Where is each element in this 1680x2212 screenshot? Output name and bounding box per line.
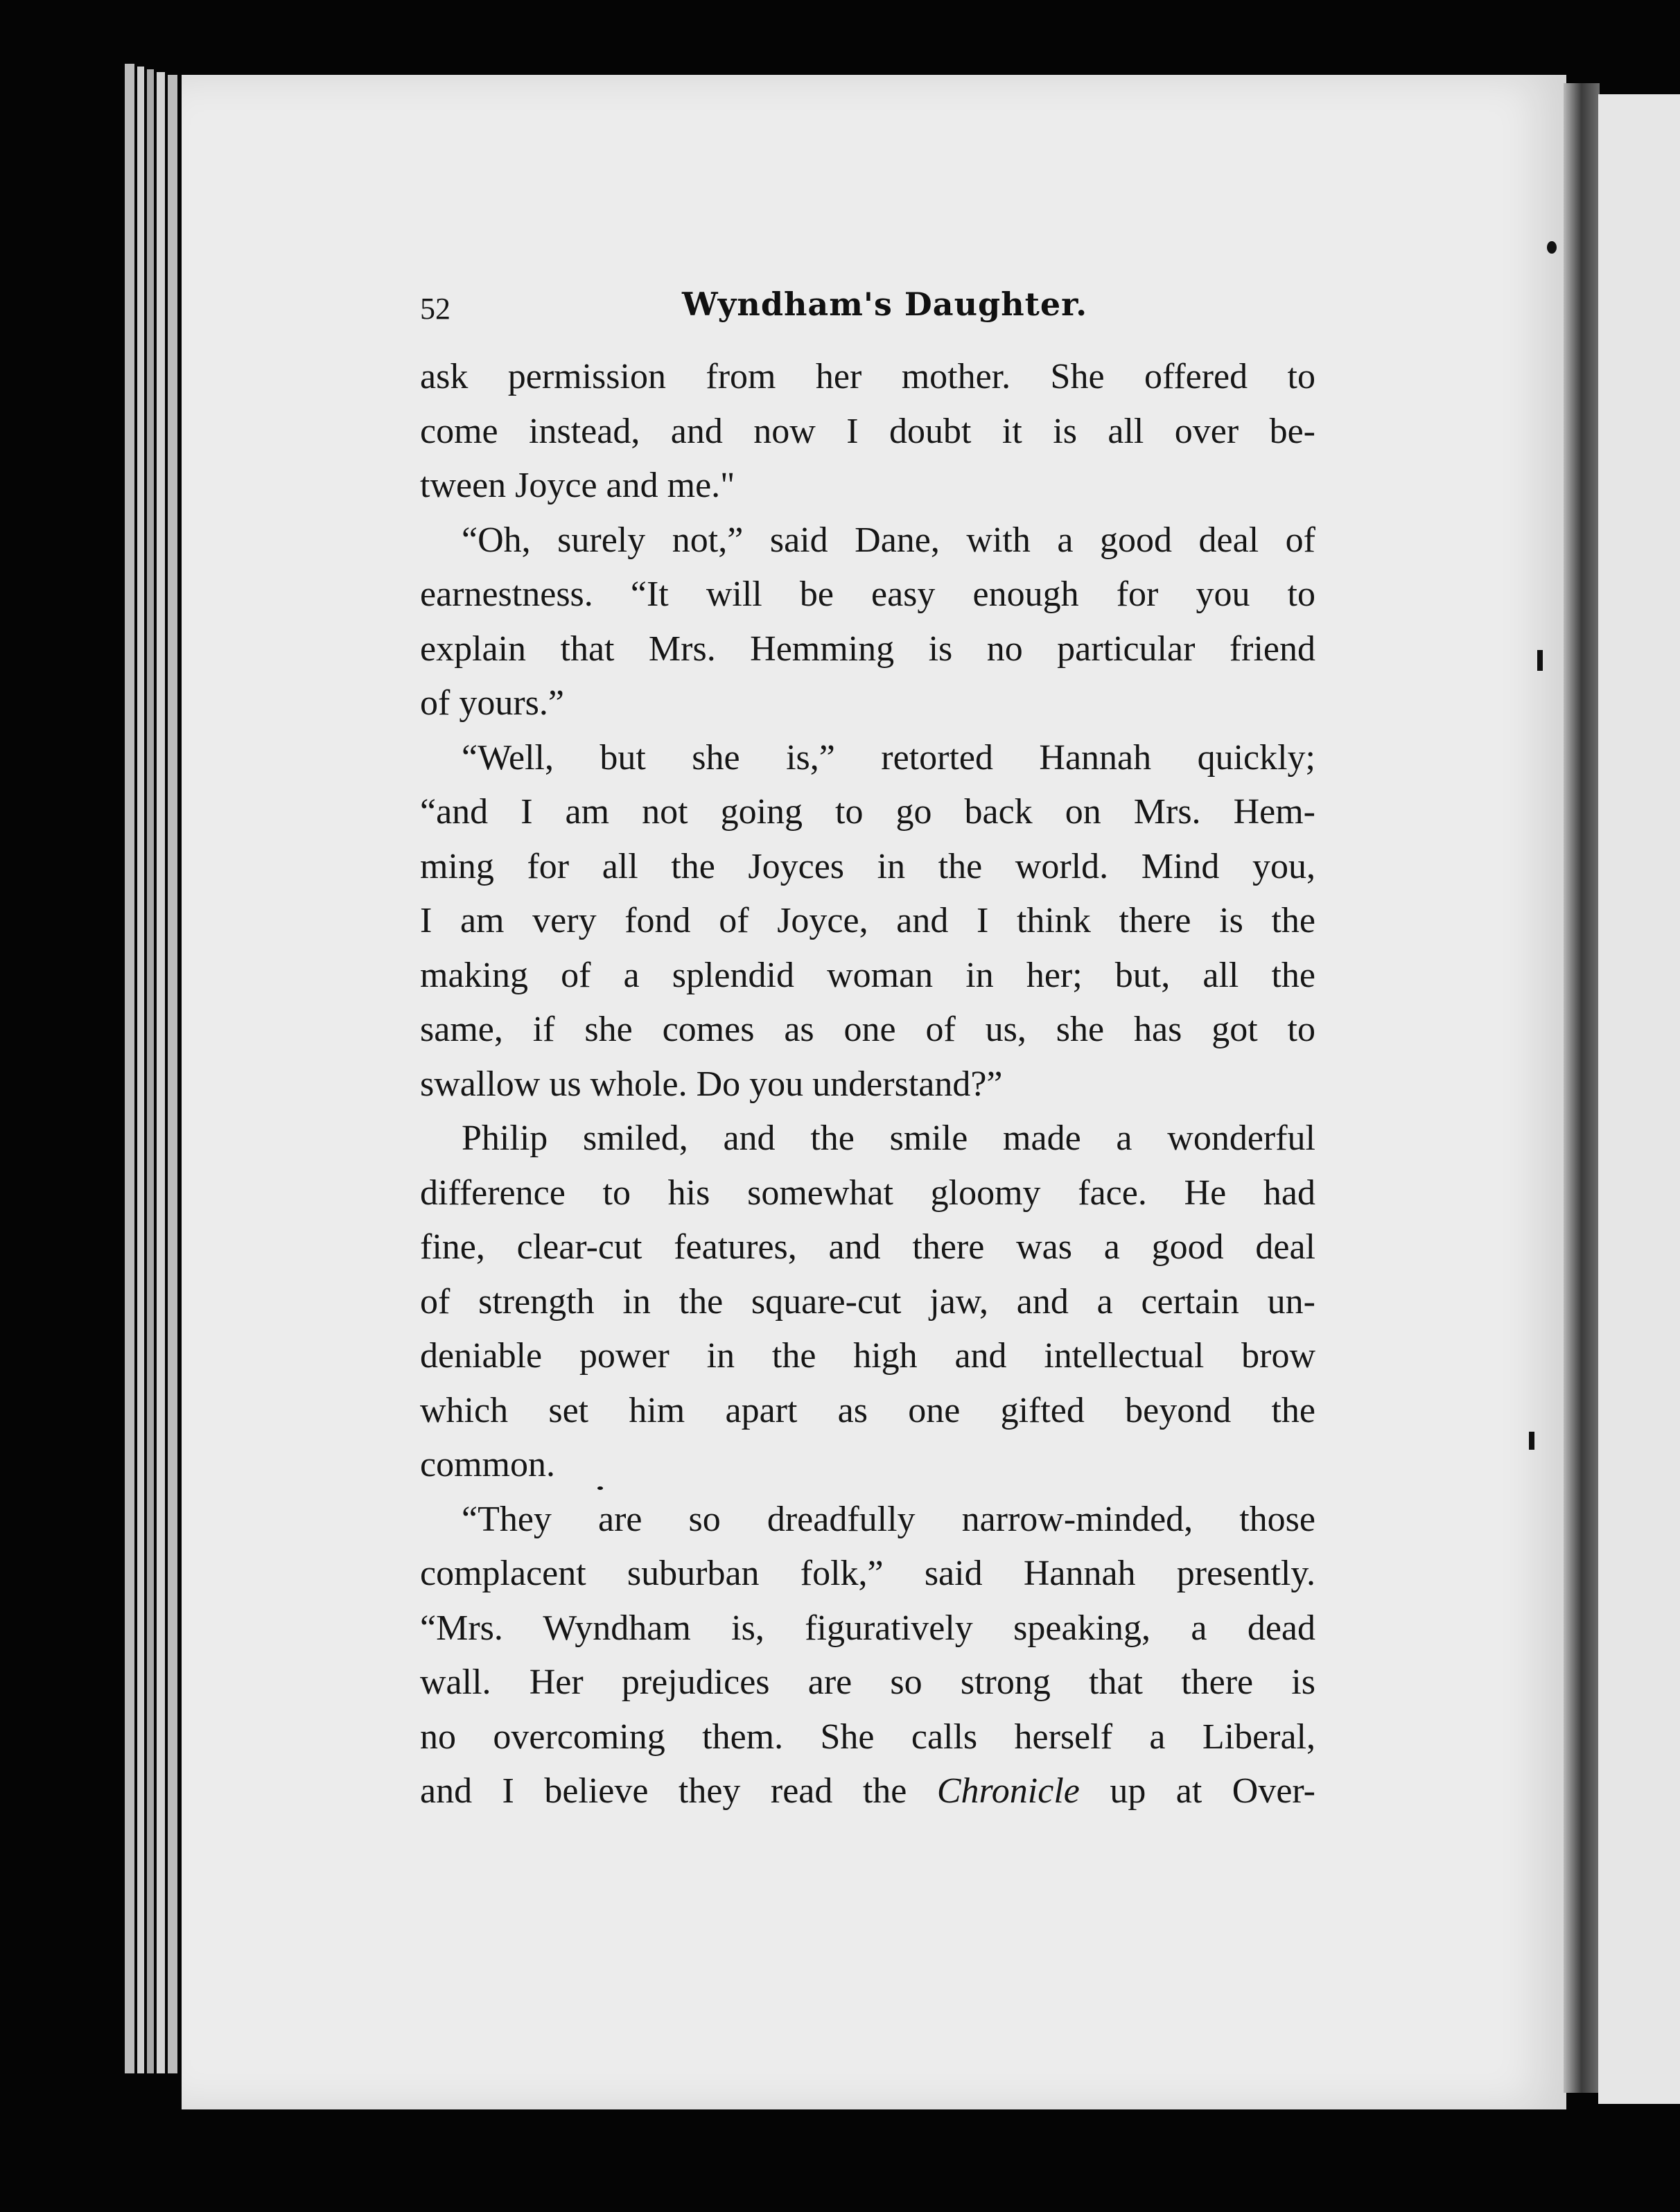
page-number: 52 bbox=[420, 292, 450, 326]
text-line: come instead, and now I doubt it is all over be- bbox=[420, 411, 1315, 451]
text-line: tween Joyce and me." bbox=[420, 466, 735, 505]
text-line: fine, clear-cut features, and there was a good deal bbox=[420, 1227, 1315, 1267]
text-line: complacent suburban folk,” said Hannah presently. bbox=[420, 1554, 1315, 1593]
text-line: explain that Mrs. Hemming is no particular friend bbox=[420, 629, 1315, 669]
text-line: making of a splendid woman in her; but, all the bbox=[420, 955, 1315, 995]
text-line: difference to his somewhat gloomy face. He had bbox=[420, 1173, 1315, 1213]
text-line: same, if she comes as one of us, she has got to bbox=[420, 1010, 1315, 1049]
text-line: of yours.” bbox=[420, 683, 564, 723]
next-page-leaf bbox=[1598, 94, 1680, 2104]
text-line: “Well, but she is,” retorted Hannah quickly; bbox=[462, 737, 1315, 778]
final-line bbox=[420, 1764, 1315, 1819]
scan-mark bbox=[1529, 1432, 1534, 1450]
final-line-italic: Chronicle bbox=[936, 1771, 1080, 1811]
text-line: “They are so dreadfully narrow-minded, those bbox=[462, 1499, 1315, 1539]
page-edge bbox=[157, 72, 165, 2073]
text-line: Philip smiled, and the smile made a wonderful bbox=[462, 1118, 1315, 1158]
text-line: deniable power in the high and intellectual brow bbox=[420, 1336, 1315, 1376]
text-line: I am very fond of Joyce, and I think there is the bbox=[420, 901, 1315, 940]
text-line: which set him apart as one gifted beyond the bbox=[420, 1390, 1315, 1430]
text-line: “and I am not going to go back on Mrs. Hem- bbox=[420, 792, 1315, 832]
text-line: ask permission from her mother. She offered to bbox=[420, 357, 1315, 396]
page-edge bbox=[137, 67, 144, 2073]
text-line: “Oh, surely not,” said Dane, with a good deal of bbox=[462, 520, 1315, 560]
text-line: no overcoming them. She calls herself a Liberal, bbox=[420, 1717, 1315, 1757]
text-line: common. bbox=[420, 1445, 555, 1484]
page-gutter-shadow bbox=[1564, 83, 1600, 2093]
page-edge bbox=[125, 64, 134, 2073]
text-line: earnestness. “It will be easy enough for you to bbox=[420, 574, 1315, 614]
text-line: ming for all the Joyces in the world. Mind you, bbox=[420, 846, 1315, 886]
final-line-before: and I believe they read the bbox=[420, 1771, 937, 1811]
text-line: of strength in the square-cut jaw, and a certain un- bbox=[420, 1281, 1315, 1322]
page-header bbox=[420, 286, 1311, 334]
text-line: swallow us whole. Do you understand?” bbox=[420, 1064, 1003, 1104]
running-head: Wyndham's Daughter. bbox=[682, 286, 1088, 323]
text-line: “Mrs. Wyndham is, figuratively speaking, a dead bbox=[420, 1608, 1315, 1648]
scan-speck bbox=[1547, 241, 1557, 254]
page-edge bbox=[168, 75, 177, 2073]
final-line-after: up at Over- bbox=[1079, 1771, 1315, 1811]
text-line: wall. Her prejudices are so strong that there is bbox=[420, 1662, 1315, 1702]
scan-mark bbox=[1537, 650, 1543, 671]
page-edge bbox=[147, 69, 154, 2073]
body-text bbox=[420, 350, 1315, 1819]
